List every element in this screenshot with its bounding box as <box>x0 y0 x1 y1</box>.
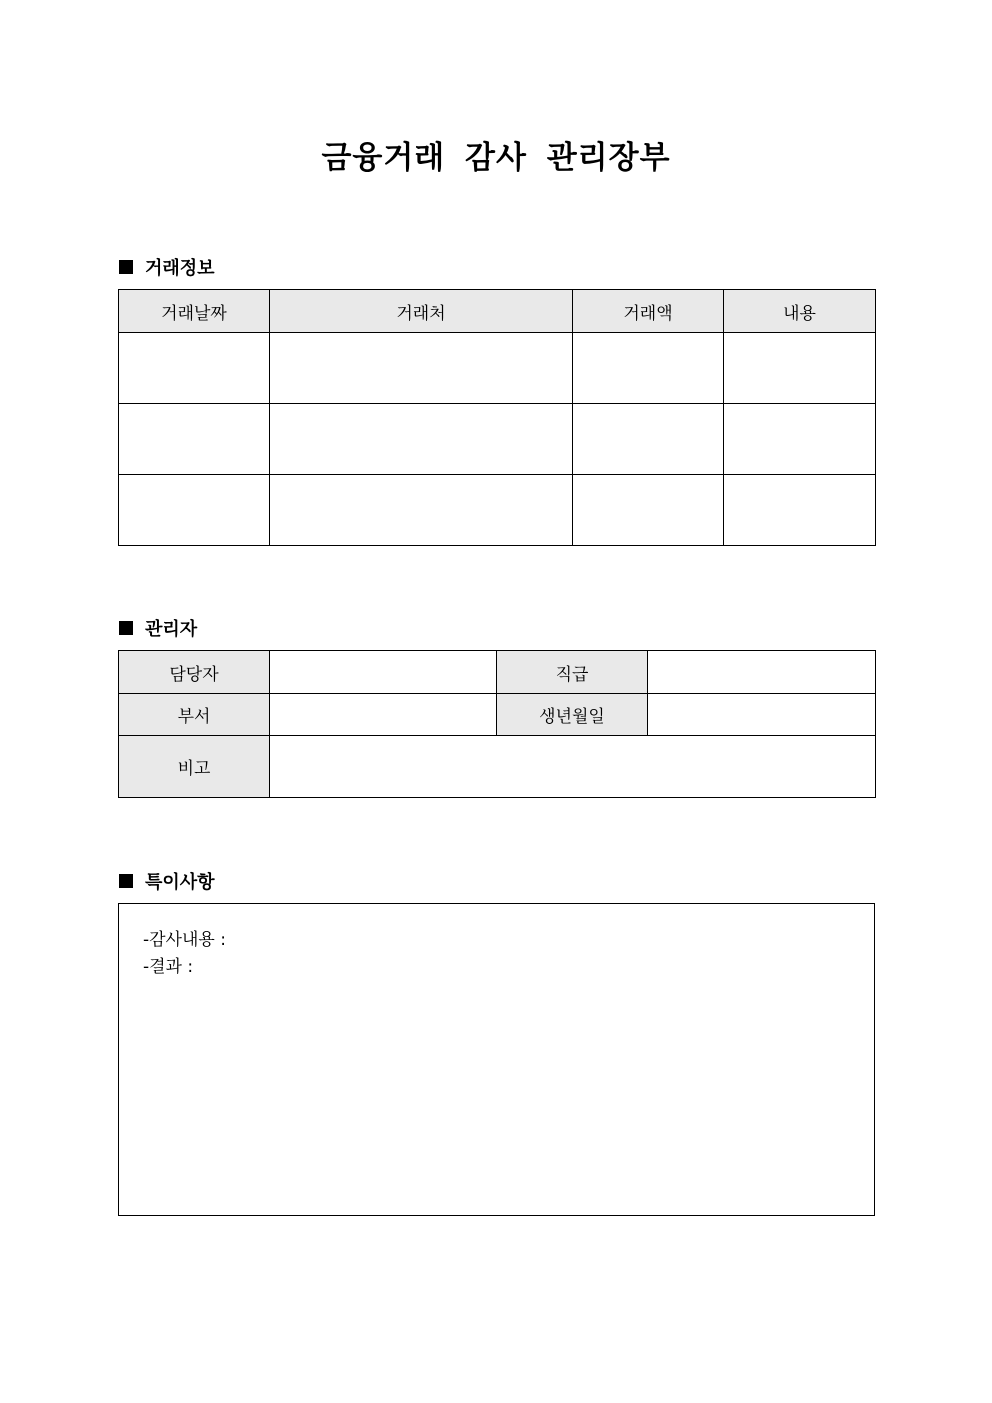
notes-box[interactable] <box>118 903 875 1216</box>
label-birth-date: 생년월일 <box>497 694 648 736</box>
section-heading-notes <box>119 868 215 894</box>
cell-counterparty[interactable] <box>270 475 573 546</box>
cell-amount[interactable] <box>573 333 724 404</box>
section-heading-label: 거래정보 <box>145 258 215 279</box>
table-header-row <box>119 290 876 333</box>
column-header-date: 거래날짜 <box>119 290 270 333</box>
table-row <box>119 736 876 798</box>
cell-amount[interactable] <box>573 475 724 546</box>
column-header-content: 내용 <box>724 290 876 333</box>
table-row <box>119 333 876 404</box>
table-row <box>119 404 876 475</box>
square-bullet-icon <box>119 621 133 635</box>
cell-counterparty[interactable] <box>270 333 573 404</box>
notes-line-result: -결과 : <box>143 957 194 977</box>
cell-date[interactable] <box>119 475 270 546</box>
transaction-table <box>118 289 876 546</box>
table-row <box>119 475 876 546</box>
person-in-charge-field[interactable] <box>270 651 497 694</box>
label-person-in-charge: 담당자 <box>119 651 270 694</box>
square-bullet-icon <box>119 260 133 274</box>
label-department: 부서 <box>119 694 270 736</box>
birth-date-field[interactable] <box>648 694 876 736</box>
page-title: 금융거래 감사 관리장부 <box>321 140 671 176</box>
department-field[interactable] <box>270 694 497 736</box>
notes-line-audit-content: -감사내용 : <box>143 930 226 950</box>
cell-date[interactable] <box>119 333 270 404</box>
label-remarks: 비고 <box>119 736 270 798</box>
square-bullet-icon <box>119 874 133 888</box>
cell-content[interactable] <box>724 475 876 546</box>
cell-content[interactable] <box>724 404 876 475</box>
cell-content[interactable] <box>724 333 876 404</box>
section-heading-transaction <box>119 254 215 280</box>
position-field[interactable] <box>648 651 876 694</box>
manager-table <box>118 650 876 798</box>
cell-amount[interactable] <box>573 404 724 475</box>
table-row <box>119 694 876 736</box>
section-heading-label: 관리자 <box>145 619 198 640</box>
section-heading-label: 특이사항 <box>145 872 215 893</box>
column-header-amount: 거래액 <box>573 290 724 333</box>
label-position: 직급 <box>497 651 648 694</box>
section-heading-manager <box>119 615 197 641</box>
cell-date[interactable] <box>119 404 270 475</box>
remarks-field[interactable] <box>270 736 876 798</box>
column-header-counterparty: 거래처 <box>270 290 573 333</box>
cell-counterparty[interactable] <box>270 404 573 475</box>
table-row <box>119 651 876 694</box>
